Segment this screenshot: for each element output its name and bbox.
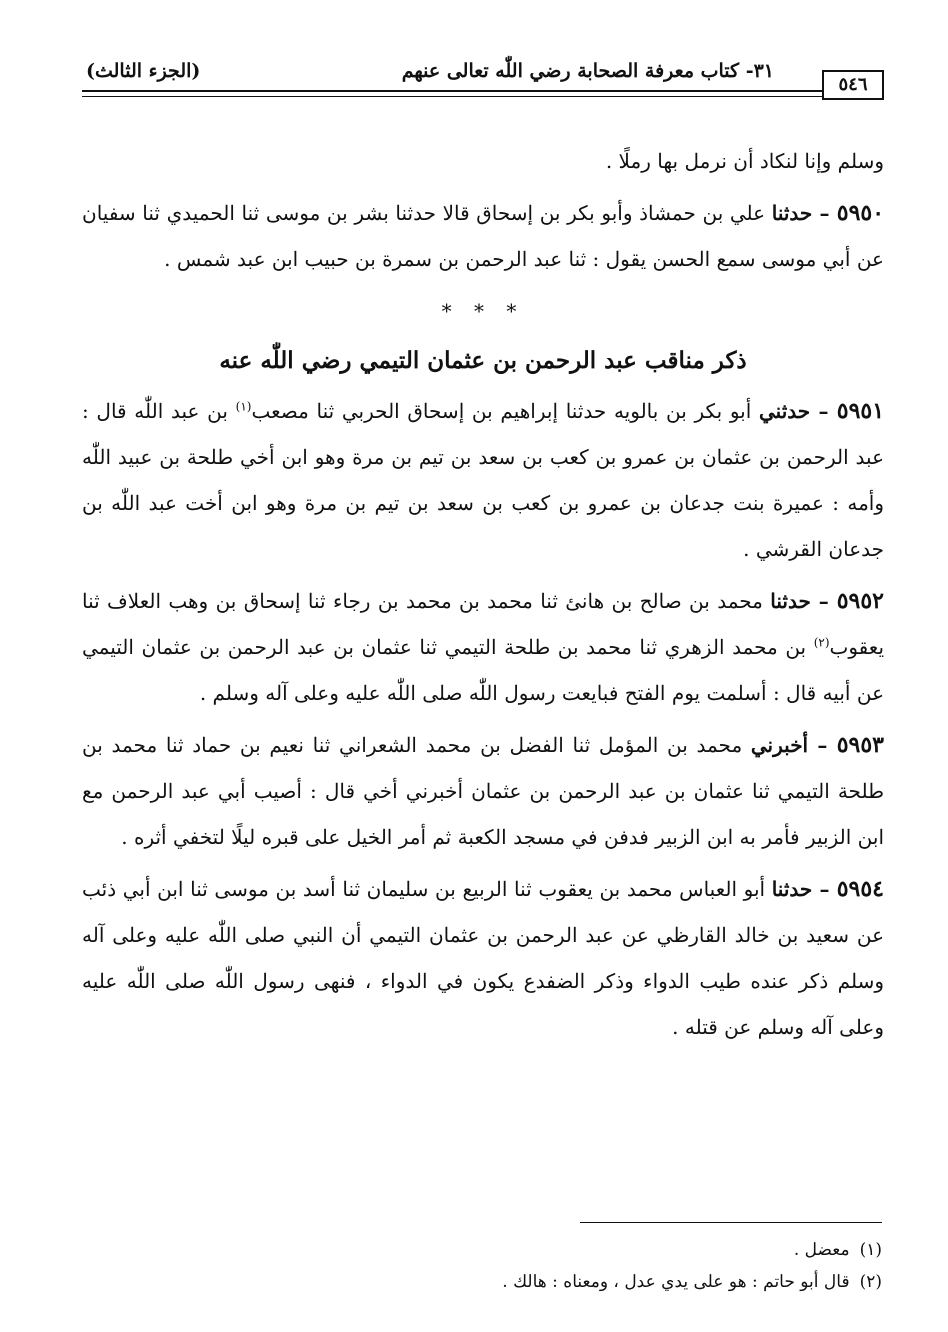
hadith-number: ٥٩٥٠ <box>836 200 885 226</box>
hadith-lead-word: حدثني <box>759 399 811 423</box>
hadith-5954: ٥٩٥٤ – حدثنا أبو العباس محمد بن يعقوب ثنا الربيع بن سليمان ثنا أسد بن موسى ثنا ابن أبي ذئب عن سعيد بن خالد القارظي عن عبد الرحمن بن عثمان التيمي أن النبي صلى اللّٰه عليه وعلى آله وسلم ذكر عنده طيب الدواء وذكر الضفدع يكون في الدواء ، فنهى رسول اللّٰه صلى اللّٰه عليه وعلى آله وسلم عن قتله . <box>82 876 884 1039</box>
hadith-number: ٥٩٥٢ <box>836 588 884 614</box>
footnote-1 <box>82 1234 882 1266</box>
hadith-number: ٥٩٥١ <box>836 398 885 424</box>
hadith-text-continued: بن عبد اللّٰه قال : عبد الرحمن بن عثمان بن عمرو بن كعب بن سعد بن تيم بن مرة وهو ابن أخي طلحة بن عبيد اللّٰه وأمه : عميرة بنت جدعان بن عمرو بن كعب بن سعد بن تيم بن مرة وهو ابن أخت عبد اللّٰه بن جدعان القرشي . <box>82 399 884 561</box>
intro-line: وسلم وإنا لنكاد أن نرمل بها رملًا . <box>605 149 884 173</box>
hadith-text: محمد بن المؤمل ثنا الفضل بن محمد الشعراني ثنا نعيم بن حماد ثنا محمد بن طلحة التيمي ثنا عثمان بن عبد الرحمن بن عثمان أخبرني أخي قال : أصيب أبي عبد الرحمن مع ابن الزبير فأمر به ابن الزبير فدفن في مسجد الكعبة ثم أمر الخيل على قبره ليلًا لتخفي أثره . <box>82 733 885 849</box>
section-separator-stars: * * * <box>441 299 525 323</box>
footnote-ref[interactable]: (١) <box>235 399 252 414</box>
part-label: (الجزء الثالث) <box>86 60 201 82</box>
footnote-ref[interactable]: (٢) <box>813 635 830 650</box>
hadith-text: علي بن حمشاذ وأبو بكر بن إسحاق قالا حدثنا بشر بن موسى ثنا الحميدي ثنا سفيان عن أبي موسى سمع الحسن يقول : ثنا عبد الرحمن بن سمرة بن حبيب ابن عبد شمس . <box>82 201 884 271</box>
hadith-number: ٥٩٥٣ <box>836 732 884 758</box>
hadith-lead-word: حدثنا <box>771 877 813 901</box>
section-heading: ذكر مناقب عبد الرحمن بن عثمان التيمي رضي اللّٰه عنه <box>219 347 747 374</box>
hadith-5950: ٥٩٥٠ – حدثنا علي بن حمشاذ وأبو بكر بن إسحاق قالا حدثنا بشر بن موسى ثنا الحميدي ثنا سفيان عن أبي موسى سمع الحسن يقول : ثنا عبد الرحمن بن سمرة بن حبيب ابن عبد شمس . <box>82 200 885 271</box>
footnotes <box>82 1234 882 1298</box>
footnote-mark: (١) <box>859 1240 882 1260</box>
page-number: ٥٤٦ <box>822 70 884 100</box>
header-rule <box>82 90 822 92</box>
hadith-lead-word: أخبرني <box>750 733 809 757</box>
hadith-lead-word: حدثنا <box>770 589 811 613</box>
running-title: ٣١- كتاب معرفة الصحابة رضي اللّٰه تعالى عنهم <box>401 60 774 82</box>
hadith-text: أبو العباس محمد بن يعقوب ثنا الربيع بن سليمان ثنا أسد بن موسى ثنا ابن أبي ذئب عن سعيد بن خالد القارظي عن عبد الرحمن بن عثمان التيمي أن النبي صلى اللّٰه عليه وعلى آله وسلم ذكر عنده طيب الدواء وذكر الضفدع يكون في الدواء ، فنهى رسول اللّٰه صلى اللّٰه عليه وعلى آله وسلم عن قتله . <box>82 877 884 1039</box>
footnote-text: معضل . <box>793 1240 850 1260</box>
hadith-number: ٥٩٥٤ <box>836 876 884 902</box>
footnote-rule <box>580 1222 882 1223</box>
footnote-mark: (٢) <box>859 1272 882 1292</box>
header-rule-thin <box>82 96 822 97</box>
hadith-5953: ٥٩٥٣ – أخبرني محمد بن المؤمل ثنا الفضل بن محمد الشعراني ثنا نعيم بن حماد ثنا محمد بن طلحة التيمي ثنا عثمان بن عبد الرحمن بن عثمان أخبرني أخي قال : أصيب أبي عبد الرحمن مع ابن الزبير فأمر به ابن الزبير فدفن في مسجد الكعبة ثم أمر الخيل على قبره ليلًا لتخفي أثره . <box>82 732 885 849</box>
hadith-lead-word: حدثنا <box>771 201 813 225</box>
hadith-text-continued: بن محمد الزهري ثنا محمد بن طلحة التيمي ثنا عثمان بن عبد الرحمن بن عثمان التيمي عن أبيه قال : أسلمت يوم الفتح فبايعت رسول اللّٰه صلى اللّٰه عليه وعلى آله وسلم . <box>82 635 884 705</box>
hadith-5952: ٥٩٥٢ – حدثنا محمد بن صالح بن هانئ ثنا محمد بن محمد بن رجاء ثنا إسحاق بن وهب العلاف ثنا يعقوب$^{(٢)}$ بن محمد الزهري ثنا محمد بن طلحة التيمي ثنا عثمان بن عبد الرحمن بن عثمان التيمي عن أبيه قال : أسلمت يوم الفتح فبايعت رسول اللّٰه صلى اللّٰه عليه وعلى آله وسلم . <box>82 588 885 705</box>
main-text <box>82 138 884 1056</box>
footnote-2 <box>82 1266 882 1298</box>
footnote-text: قال أبو حاتم : هو على يدي عدل ، ومعناه : هالك . <box>502 1272 850 1292</box>
hadith-text: محمد بن صالح بن هانئ ثنا محمد بن محمد بن رجاء ثنا إسحاق بن وهب العلاف ثنا يعقوب <box>82 589 885 659</box>
hadith-text: أبو بكر بن بالويه حدثنا إبراهيم بن إسحاق الحربي ثنا مصعب <box>251 399 752 423</box>
hadith-5951: ٥٩٥١ – حدثني أبو بكر بن بالويه حدثنا إبراهيم بن إسحاق الحربي ثنا مصعب$^{(١)}$ بن عبد اللّٰه قال : عبد الرحمن بن عثمان بن عمرو بن كعب بن سعد بن تيم بن مرة وهو ابن أخي طلحة بن عبيد اللّٰه وأمه : عميرة بنت جدعان بن عمرو بن كعب بن سعد بن تيم بن مرة وهو ابن أخت عبد اللّٰه بن جدعان القرشي . <box>82 398 885 561</box>
